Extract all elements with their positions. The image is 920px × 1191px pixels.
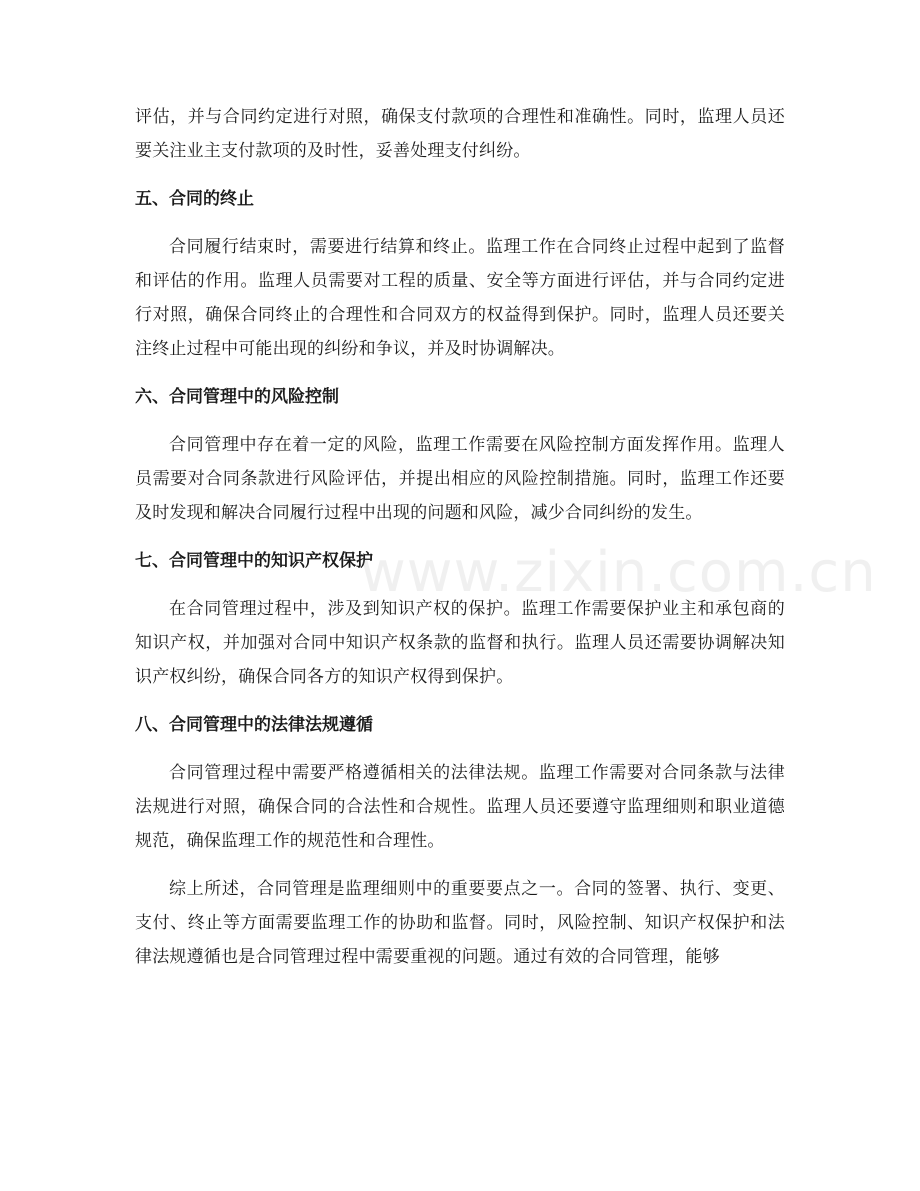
section-5-heading: 五、合同的终止: [135, 189, 254, 209]
intro-paragraph: 评估，并与合同约定进行对照，确保支付款项的合理性和准确性。同时，监理人员还要关注业主支付款项的及时性，妥善处理支付纠纷。: [135, 107, 785, 161]
section-6-heading: 六、合同管理中的风险控制: [135, 387, 339, 407]
section-8-body: 合同管理过程中需要严格遵循相关的法律法规。监理工作需要对合同条款与法律法规进行对照，确保合同的合法性和合规性。监理人员还要遵守监理细则和职业道德规范，确保监理工作的规范性和合理性。: [135, 763, 785, 851]
conclusion-paragraph: 综上所述，合同管理是监理细则中的重要要点之一。合同的签署、执行、变更、支付、终止等方面需要监理工作的协助和监督。同时，风险控制、知识产权保护和法律法规遵循也是合同管理过程中需要重视的问题。通过有效的合同管理，能够: [135, 879, 785, 967]
section-7-body: 在合同管理过程中，涉及到知识产权的保护。监理工作需要保护业主和承包商的知识产权，并加强对合同中知识产权条款的监督和执行。监理人员还需要协调解决知识产权纠纷，确保合同各方的知识产权得到保护。: [135, 599, 785, 687]
section-6-body: 合同管理中存在着一定的风险，监理工作需要在风险控制方面发挥作用。监理人员需要对合同条款进行风险评估，并提出相应的风险控制措施。同时，监理工作还要及时发现和解决合同履行过程中出现的问题和风险，减少合同纠纷的发生。: [135, 435, 785, 523]
section-8-heading: 八、合同管理中的法律法规遵循: [135, 715, 373, 735]
section-5-body: 合同履行结束时，需要进行结算和终止。监理工作在合同终止过程中起到了监督和评估的作用。监理人员需要对工程的质量、安全等方面进行评估，并与合同约定进行对照，确保合同终止的合理性和合同双方的权益得到保护。同时，监理人员还要关注终止过程中可能出现的纠纷和争议，并及时协调解决。: [135, 237, 785, 359]
document-page: [135, 100, 785, 974]
watermark-logo: www.zixin.com.cn: [360, 540, 877, 605]
section-7-heading: 七、合同管理中的知识产权保护: [135, 551, 373, 571]
